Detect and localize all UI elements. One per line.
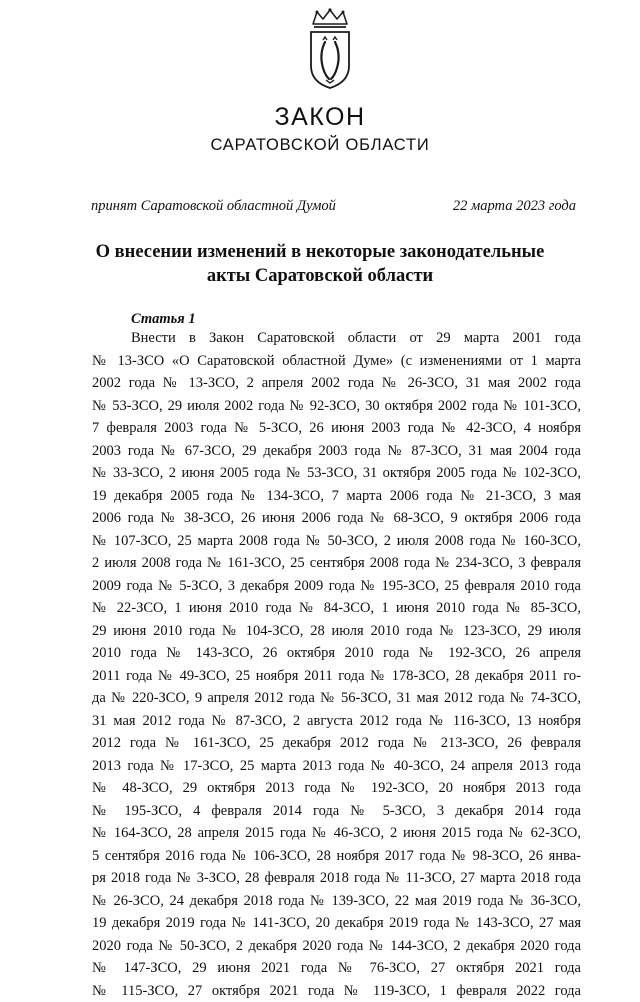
- adopted-by: принят Саратовской областной Думой: [91, 196, 336, 216]
- body-line: № 115-ЗСО, 27 октября 2021 года № 119-ЗСО, 1 февраля 2022 года: [92, 980, 581, 1002]
- body-line: 2011 года № 49-ЗСО, 25 ноября 2011 года № 178-ЗСО, 28 декабря 2011 го-: [92, 665, 581, 688]
- body-line: № 26-ЗСО, 24 декабря 2018 года № 139-ЗСО, 22 мая 2019 года № 36-ЗСО,: [92, 890, 581, 913]
- body-line: 2 июля 2008 года № 161-ЗСО, 25 сентября 2008 года № 234-ЗСО, 3 февраля: [92, 552, 581, 575]
- body-line: 19 декабря 2005 года № 134-ЗСО, 7 марта 2006 года № 21-ЗСО, 3 мая: [92, 485, 581, 508]
- body-line: 2013 года № 17-ЗСО, 25 марта 2013 года № 40-ЗСО, 24 апреля 2013 года: [92, 755, 581, 778]
- document-type: ЗАКОН: [0, 102, 640, 132]
- body-line: 2006 года № 38-ЗСО, 26 июня 2006 года № 68-ЗСО, 9 октября 2006 года: [92, 507, 581, 530]
- body-line: 7 февраля 2003 года № 5-ЗСО, 26 июня 2003 года № 42-ЗСО, 4 ноября: [92, 417, 581, 440]
- body-line: 2002 года № 13-ЗСО, 2 апреля 2002 года № 26-ЗСО, 31 мая 2002 года: [92, 372, 581, 395]
- body-line: № 195-ЗСО, 4 февраля 2014 года № 5-ЗСО, 3 декабря 2014 года: [92, 800, 581, 823]
- body-line: 2003 года № 67-ЗСО, 29 декабря 2003 года № 87-ЗСО, 31 мая 2004 года: [92, 440, 581, 463]
- article-body: [92, 327, 581, 1002]
- body-line: 29 июня 2010 года № 104-ЗСО, 28 июля 2010 года № 123-ЗСО, 29 июля: [92, 620, 581, 643]
- issuing-region: САРАТОВСКОЙ ОБЛАСТИ: [0, 134, 640, 156]
- body-line: № 22-ЗСО, 1 июня 2010 года № 84-ЗСО, 1 июня 2010 года № 85-ЗСО,: [92, 597, 581, 620]
- body-line: № 13-ЗСО «О Саратовской областной Думе» (с изменениями от 1 марта: [92, 350, 581, 373]
- body-line: да № 220-ЗСО, 9 апреля 2012 года № 56-ЗСО, 31 мая 2012 года № 74-ЗСО,: [92, 687, 581, 710]
- body-line: № 107-ЗСО, 25 марта 2008 года № 50-ЗСО, 2 июля 2008 года № 160-ЗСО,: [92, 530, 581, 553]
- body-line: № 147-ЗСО, 29 июня 2021 года № 76-ЗСО, 27 октября 2021 года: [92, 957, 581, 980]
- body-line: ря 2018 года № 3-ЗСО, 28 февраля 2018 года № 11-ЗСО, 27 марта 2018 года: [92, 867, 581, 890]
- law-title: [60, 240, 580, 288]
- body-line: 2012 года № 161-ЗСО, 25 декабря 2012 года № 213-ЗСО, 26 февраля: [92, 732, 581, 755]
- law-title-line: акты Саратовской области: [60, 264, 580, 288]
- body-line: 2020 года № 50-ЗСО, 2 декабря 2020 года № 144-ЗСО, 2 декабря 2020 года: [92, 935, 581, 958]
- article-heading: Статья 1: [131, 309, 196, 329]
- body-line: 2010 года № 143-ЗСО, 26 октября 2010 года № 192-ЗСО, 26 апреля: [92, 642, 581, 665]
- body-line: 5 сентября 2016 года № 106-ЗСО, 28 ноября 2017 года № 98-ЗСО, 26 янва-: [92, 845, 581, 868]
- body-line: № 33-ЗСО, 2 июня 2005 года № 53-ЗСО, 31 октября 2005 года № 102-ЗСО,: [92, 462, 581, 485]
- body-line: 31 мая 2012 года № 87-ЗСО, 2 августа 2012 года № 116-ЗСО, 13 ноября: [92, 710, 581, 733]
- body-line: Внести в Закон Саратовской области от 29 марта 2001 года: [92, 327, 581, 350]
- body-line: № 48-ЗСО, 29 октября 2013 года № 192-ЗСО, 20 ноября 2013 года: [92, 777, 581, 800]
- body-line: № 164-ЗСО, 28 апреля 2015 года № 46-ЗСО, 2 июня 2015 года № 62-ЗСО,: [92, 822, 581, 845]
- adoption-line: [91, 196, 576, 216]
- saratov-coat-of-arms-icon: [303, 8, 357, 90]
- body-line: 2009 года № 5-ЗСО, 3 декабря 2009 года № 195-ЗСО, 25 февраля 2010 года: [92, 575, 581, 598]
- body-line: № 53-ЗСО, 29 июля 2002 года № 92-ЗСО, 30 октября 2002 года № 101-ЗСО,: [92, 395, 581, 418]
- law-title-line: О внесении изменений в некоторые законодательные: [60, 240, 580, 264]
- adoption-date: 22 марта 2023 года: [453, 196, 576, 216]
- body-line: 19 декабря 2019 года № 141-ЗСО, 20 декабря 2019 года № 143-ЗСО, 27 мая: [92, 912, 581, 935]
